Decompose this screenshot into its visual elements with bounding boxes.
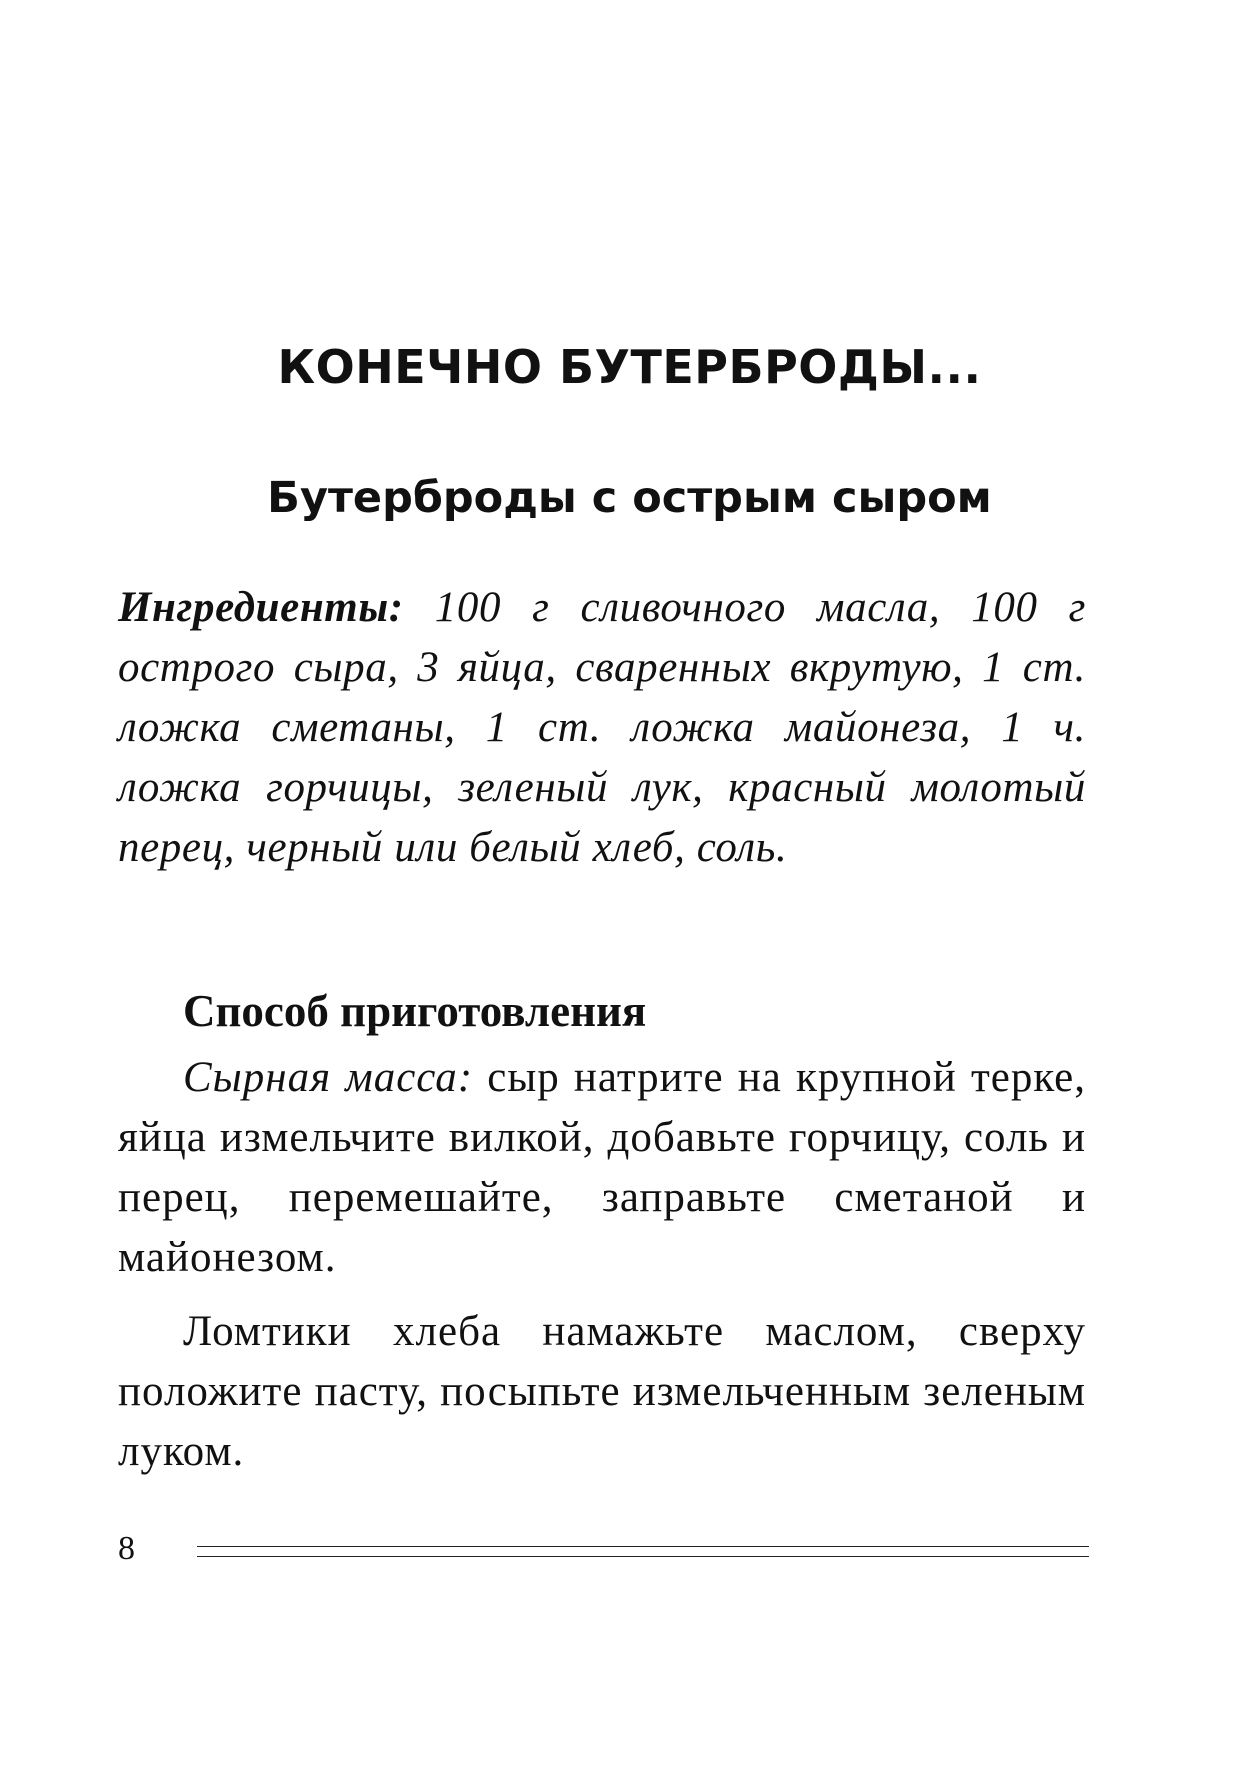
cheese-mass-label: Сырная масса: <box>183 1054 474 1101</box>
ingredients-label: Ингредиенты: <box>118 584 404 631</box>
footer-rule-bottom <box>197 1556 1089 1557</box>
footer-rule-top <box>197 1546 1089 1547</box>
method-paragraph-2: Ломтики хлеба намажьте маслом, сверху положите пасту, посыпьте измельченным зеленым луком. <box>118 1308 1086 1475</box>
method-paragraph-1 <box>118 1048 1086 1288</box>
page-number: 8 <box>118 1530 135 1567</box>
recipe-title: Бутерброды с острым сыром <box>267 473 992 523</box>
ingredients-paragraph <box>118 578 1086 878</box>
cheese-mass-text: сыр натрите на крупной терке, яйца измельчите вилкой, добавьте горчицу, соль и перец, перемешайте, заправьте сметаной и майонезом. <box>118 1054 1086 1281</box>
method-heading: Способ приготовления <box>183 986 647 1036</box>
chapter-title: КОНЕЧНО БУТЕРБРОДЫ... <box>277 340 982 394</box>
ingredients-text: 100 г сливочного масла, 100 г острого сыра, 3 яйца, сваренных вкрутую, 1 ст. ложка сметаны, 1 ст. ложка майонеза, 1 ч. ложка горчицы, зеленый лук, красный молотый перец, черный или белый хлеб, соль. <box>118 584 1086 871</box>
